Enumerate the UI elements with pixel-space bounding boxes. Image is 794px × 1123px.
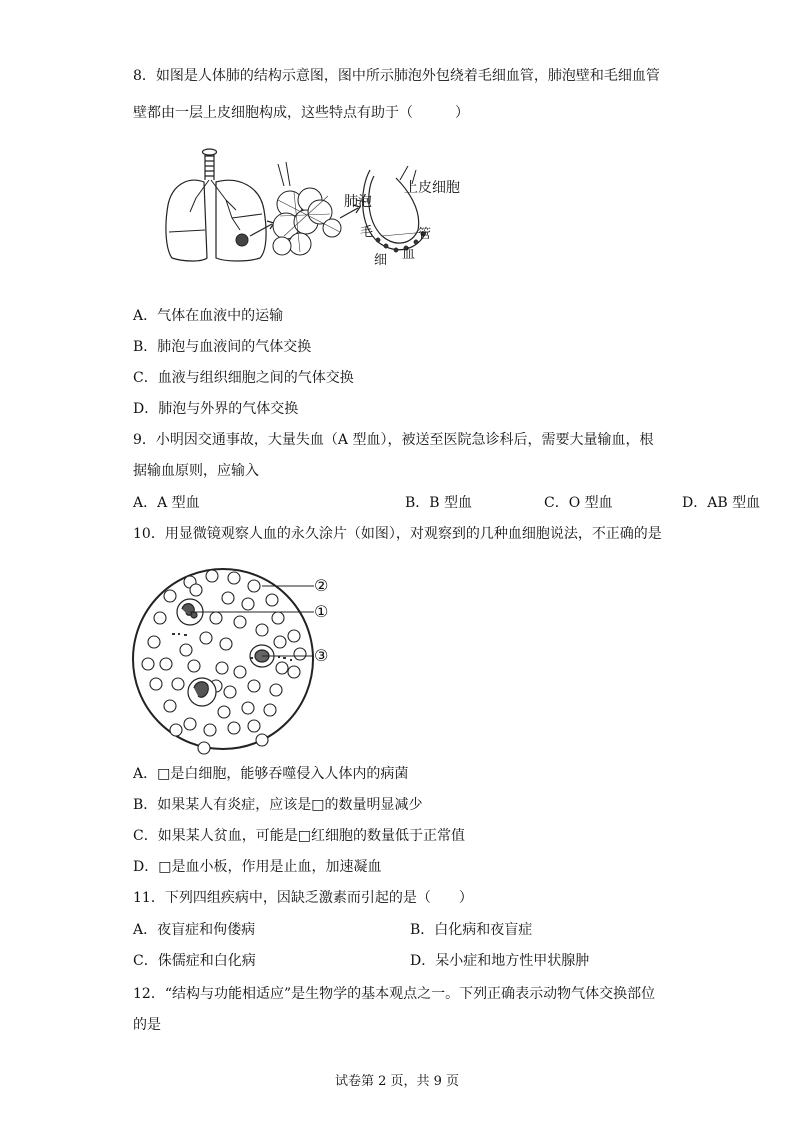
red-blood-cell: [142, 658, 154, 670]
red-blood-cell: [216, 662, 228, 674]
q11-options-row2: [133, 951, 653, 971]
red-blood-cell: [228, 722, 240, 734]
label-capillary-4: 管: [418, 227, 432, 242]
red-blood-cell: [248, 580, 260, 592]
label-capillary-3: 血: [402, 247, 416, 262]
blood-smear-figure: [130, 560, 360, 760]
red-blood-cell: [220, 638, 232, 650]
red-blood-cell: [154, 612, 166, 624]
red-blood-cell: [188, 660, 200, 672]
left-lung: [166, 180, 207, 261]
right-lung: [216, 180, 266, 261]
label-3: ③: [314, 646, 329, 665]
red-blood-cell: [242, 598, 254, 610]
q8-stem-line2: 壁都由一层上皮细胞构成，这些特点有助于（ ）: [133, 105, 469, 121]
red-blood-cell: [184, 718, 196, 730]
q8-option-b: B．肺泡与血液间的气体交换: [133, 339, 312, 355]
red-blood-cell: [190, 584, 202, 596]
q8-stem-line1: 8．如图是人体肺的结构示意图，图中所示肺泡外包绕着毛细血管，肺泡壁和毛细血管: [133, 68, 660, 84]
q11-option-d: D．呆小症和地方性甲状腺肿: [410, 953, 590, 969]
q9-stem-line2: 据输血原则，应输入: [133, 463, 259, 479]
label-epithelial-cell: 上皮细胞: [404, 180, 460, 196]
red-blood-cell: [206, 570, 218, 582]
label-2: ②: [314, 576, 329, 595]
q10-option-d: D．□是血小板，作用是止血，加速凝血: [133, 859, 382, 875]
red-blood-cell: [228, 572, 240, 584]
red-blood-cell: [164, 590, 176, 602]
q8-option-d: D．肺泡与外界的气体交换: [133, 401, 299, 417]
q9-options: [133, 493, 761, 513]
red-blood-cell: [288, 666, 300, 678]
red-blood-cell: [204, 724, 216, 736]
red-blood-cell: [234, 666, 246, 678]
red-blood-cell: [266, 594, 278, 606]
red-blood-cell: [242, 702, 254, 714]
red-blood-cell: [218, 706, 230, 718]
q11-option-c: C．侏儒症和白化病: [133, 953, 256, 969]
red-blood-cell: [294, 648, 306, 660]
red-blood-cell: [264, 704, 276, 716]
q10-option-c: C．如果某人贫血，可能是□红细胞的数量低于正常值: [133, 828, 465, 844]
page-footer: 试卷第 2 页，共 9 页: [334, 1074, 460, 1089]
red-blood-cell: [234, 616, 246, 628]
q9-option-b: B．B 型血: [405, 495, 473, 511]
lung-structure-figure: [160, 140, 470, 272]
q11-stem: 11．下列四组疾病中，因缺乏激素而引起的是（ ）: [133, 890, 473, 906]
red-blood-cell: [288, 630, 300, 642]
red-blood-cell: [224, 686, 236, 698]
red-blood-cell: [148, 636, 160, 648]
white-blood-cell-3: [188, 678, 216, 706]
q12-stem-line1: 12．“结构与功能相适应”是生物学的基本观点之一。下列正确表示动物气体交换部位: [133, 986, 656, 1002]
q10-option-b: B．如果某人有炎症，应该是□的数量明显减少: [133, 797, 423, 813]
q12-stem-line2: 的是: [133, 1017, 161, 1033]
q9-stem-line1: 9．小明因交通事故，大量失血（A 型血），被送至医院急诊科后，需要大量输血，根: [133, 432, 654, 448]
q9-option-d: D．AB 型血: [682, 495, 761, 511]
red-blood-cell: [274, 636, 286, 648]
q10-stem: 10．用显微镜观察人血的永久涂片（如图），对观察到的几种血细胞说法，不正确的是: [133, 526, 662, 542]
red-blood-cell: [150, 678, 162, 690]
red-blood-cell: [198, 742, 210, 754]
red-blood-cell: [200, 632, 212, 644]
q11-option-b: B．白化病和夜盲症: [410, 922, 533, 938]
label-alveolus: 肺泡: [344, 194, 372, 210]
red-blood-cell: [272, 612, 284, 624]
red-blood-cell: [276, 662, 288, 674]
q11-option-a: A．夜盲症和佝偻病: [133, 922, 256, 938]
red-blood-cell: [222, 592, 234, 604]
red-blood-cell: [164, 700, 176, 712]
q11-options-row1: [133, 920, 653, 940]
q10-option-a: A．□是白细胞，能够吞噬侵入人体内的病菌: [133, 766, 409, 782]
red-blood-cell: [170, 724, 182, 736]
label-capillary-1: 毛: [360, 225, 374, 240]
red-blood-cell: [248, 720, 260, 732]
red-blood-cell: [172, 678, 184, 690]
red-blood-cell: [160, 658, 172, 670]
label-capillary-2: 细: [374, 253, 388, 268]
label-1: ①: [314, 602, 329, 621]
q9-option-a: A．A 型血: [133, 495, 200, 511]
alveoli-cluster: [273, 162, 341, 255]
q8-option-a: A．气体在血液中的运输: [133, 308, 284, 324]
trachea: [203, 149, 217, 180]
q8-option-c: C．血液与组织细胞之间的气体交换: [133, 370, 354, 386]
q9-option-c: C．O 型血: [544, 495, 613, 511]
red-blood-cell: [210, 612, 222, 624]
red-blood-cell: [248, 680, 260, 692]
red-blood-cell: [256, 734, 268, 746]
red-blood-cell: [180, 644, 192, 656]
red-blood-cell: [270, 684, 282, 696]
red-blood-cell: [256, 624, 268, 636]
